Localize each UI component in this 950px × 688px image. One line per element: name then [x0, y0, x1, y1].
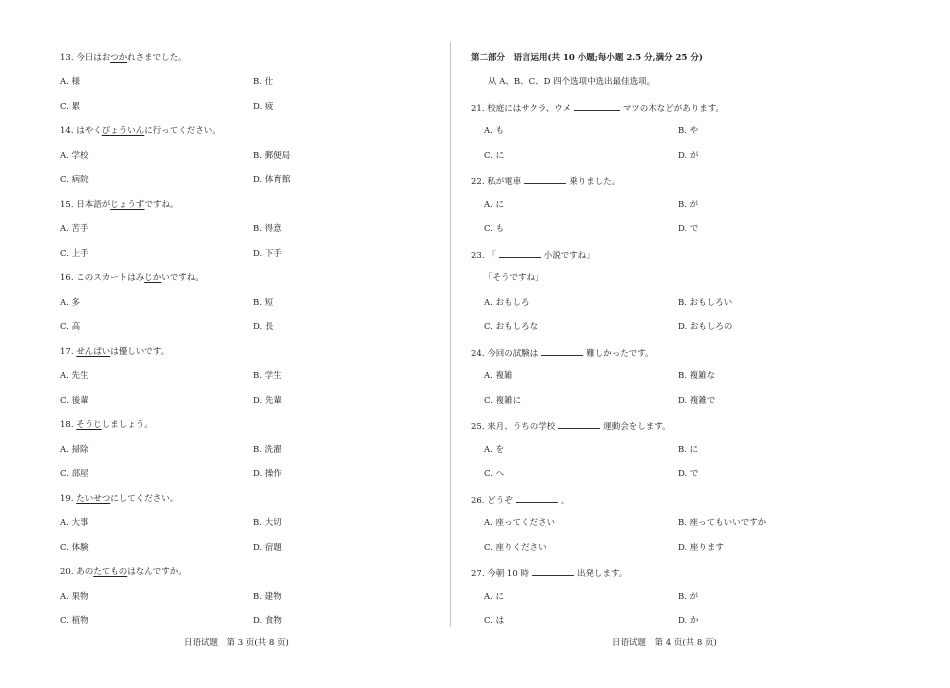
- option-d[interactable]: D. 長: [253, 322, 274, 332]
- question-17: [60, 346, 169, 358]
- right-page: [452, 0, 950, 688]
- underlined-word: じょうず: [110, 200, 145, 210]
- option-c[interactable]: C. 高: [60, 322, 81, 332]
- question-text: 。: [560, 496, 570, 506]
- option-d[interactable]: D. おもしろの: [678, 322, 733, 332]
- page-footer: 日语试题 第 3 页(共 8 页): [184, 638, 289, 648]
- answer-blank: [516, 493, 558, 503]
- option-c[interactable]: C. も: [484, 224, 505, 234]
- question-text: はなんですか。: [127, 567, 187, 577]
- option-d[interactable]: D. で: [678, 469, 699, 479]
- option-c[interactable]: C. に: [484, 151, 505, 161]
- question-text: 23. 「: [471, 251, 496, 261]
- question-text: 小説ですね」: [543, 251, 595, 261]
- page-divider: [450, 42, 451, 627]
- question-text: 運動会をします。: [603, 422, 671, 432]
- question-text: れさまでした。: [127, 53, 187, 63]
- option-a[interactable]: A. も: [484, 126, 505, 136]
- option-c[interactable]: C. 後輩: [60, 396, 89, 406]
- option-c[interactable]: C. 病院: [60, 175, 89, 185]
- question-text: 乗りました。: [569, 177, 621, 187]
- option-a[interactable]: A. 先生: [60, 371, 89, 381]
- underlined-word: せんぱい: [76, 347, 111, 357]
- question-19: [60, 493, 178, 505]
- option-b[interactable]: B. が: [678, 592, 699, 602]
- answer-blank: [532, 566, 574, 576]
- question-text: 19.: [60, 494, 77, 504]
- question-18: [60, 419, 153, 431]
- question-24: [471, 346, 654, 360]
- option-c[interactable]: C. 植物: [60, 616, 89, 626]
- option-a[interactable]: A. を: [484, 445, 505, 455]
- option-d[interactable]: D. 宿題: [253, 543, 282, 553]
- option-b[interactable]: B. 座ってもいいですか: [678, 518, 767, 528]
- question-text: しましょう。: [101, 420, 153, 430]
- option-d[interactable]: D. か: [678, 616, 699, 626]
- option-b[interactable]: B. 洗濯: [253, 445, 282, 455]
- question-27: [471, 566, 627, 580]
- option-a[interactable]: A. 大事: [60, 518, 89, 528]
- option-b[interactable]: B. 大切: [253, 518, 282, 528]
- option-c[interactable]: C. 体験: [60, 543, 89, 553]
- underlined-word: そうじ: [76, 420, 102, 430]
- option-a[interactable]: A. 座ってください: [484, 518, 556, 528]
- question-text: ですね。: [144, 200, 179, 210]
- option-a[interactable]: A. 果物: [60, 592, 89, 602]
- option-d[interactable]: D. で: [678, 224, 699, 234]
- question-text: 24. 今回の試験は: [471, 349, 539, 359]
- question-text: は優しいです。: [110, 347, 170, 357]
- question-text: 難しかったです。: [586, 349, 654, 359]
- option-a[interactable]: A. 様: [60, 77, 81, 87]
- page-footer: 日语试题 第 4 页(共 8 页): [612, 638, 717, 648]
- question-16: [60, 272, 204, 284]
- underlined-word: びょういん: [101, 126, 145, 136]
- question-21: [471, 101, 724, 115]
- option-a[interactable]: A. に: [484, 200, 505, 210]
- answer-blank: [524, 174, 566, 184]
- option-a[interactable]: A. おもしろ: [484, 298, 530, 308]
- question-text: マツの木などがあります。: [622, 104, 725, 114]
- question-20: [60, 566, 187, 578]
- option-c[interactable]: C. 累: [60, 102, 81, 112]
- question-text: 25. 来月、うちの学校: [471, 422, 556, 432]
- question-text: いですね。: [161, 273, 204, 283]
- answer-blank: [574, 101, 620, 111]
- underlined-word: じか: [144, 273, 162, 283]
- option-b[interactable]: B. 短: [253, 298, 274, 308]
- section-title: 第二部分 语言运用(共 10 小题;每小题 2.5 分,满分 25 分): [471, 53, 703, 63]
- option-c[interactable]: C. おもしろな: [484, 322, 539, 332]
- option-a[interactable]: A. 多: [60, 298, 81, 308]
- answer-blank: [558, 419, 600, 429]
- option-d[interactable]: D. が: [678, 151, 699, 161]
- question-text: に行ってください。: [144, 126, 221, 136]
- question-text: 26. どうぞ: [471, 496, 513, 506]
- option-a[interactable]: A. 複雑: [484, 371, 513, 381]
- option-c[interactable]: C. 部屋: [60, 469, 89, 479]
- question-text: 出発します。: [576, 569, 628, 579]
- option-a[interactable]: A. に: [484, 592, 505, 602]
- option-a[interactable]: A. 苦手: [60, 224, 89, 234]
- question-text: 16. このスカートはみ: [60, 273, 145, 283]
- question-text: 20. あの: [60, 567, 94, 577]
- question-23-reply: 「そうですね」: [484, 273, 544, 283]
- option-b[interactable]: B. 郵便局: [253, 151, 291, 161]
- option-b[interactable]: B. が: [678, 200, 699, 210]
- question-text: 17.: [60, 347, 77, 357]
- underlined-word: つか: [110, 53, 128, 63]
- question-26: [471, 493, 569, 507]
- option-d[interactable]: D. 下手: [253, 249, 282, 259]
- option-d[interactable]: D. 食物: [253, 616, 282, 626]
- question-text: 18.: [60, 420, 77, 430]
- question-13: [60, 52, 187, 64]
- answer-blank: [541, 346, 583, 356]
- option-b[interactable]: B. 仕: [253, 77, 274, 87]
- question-text: にしてください。: [110, 494, 179, 504]
- question-text: 14. はやく: [60, 126, 102, 136]
- option-a[interactable]: A. 学校: [60, 151, 89, 161]
- option-b[interactable]: B. 建物: [253, 592, 282, 602]
- question-text: 13. 今日はお: [60, 53, 111, 63]
- left-page: [0, 0, 450, 688]
- question-text: 21. 校庭にはサクラ、ウメ: [471, 104, 571, 114]
- option-c[interactable]: C. 複雑に: [484, 396, 522, 406]
- answer-blank: [499, 248, 541, 258]
- underlined-word: たいせつ: [76, 494, 111, 504]
- option-a[interactable]: A. 掃除: [60, 445, 89, 455]
- question-14: [60, 125, 221, 137]
- option-b[interactable]: B. 学生: [253, 371, 282, 381]
- option-c[interactable]: C. 上手: [60, 249, 89, 259]
- option-d[interactable]: D. 座ります: [678, 543, 724, 553]
- option-d[interactable]: D. 疲: [253, 102, 274, 112]
- underlined-word: たてもの: [93, 567, 128, 577]
- instruction: 从 A、B、C、D 四个选项中选出最佳选项。: [488, 77, 656, 87]
- question-25: [471, 419, 671, 433]
- option-c[interactable]: C. 座りください: [484, 543, 547, 553]
- question-text: 22. 私が電車: [471, 177, 522, 187]
- option-b[interactable]: B. おもしろい: [678, 298, 733, 308]
- option-c[interactable]: C. へ: [484, 469, 505, 479]
- option-b[interactable]: B. や: [678, 126, 699, 136]
- option-b[interactable]: B. 得意: [253, 224, 282, 234]
- option-c[interactable]: C. は: [484, 616, 505, 626]
- option-b[interactable]: B. に: [678, 445, 699, 455]
- option-d[interactable]: D. 体育館: [253, 175, 291, 185]
- option-d[interactable]: D. 複雑で: [678, 396, 716, 406]
- option-d[interactable]: D. 操作: [253, 469, 282, 479]
- option-b[interactable]: B. 複雑な: [678, 371, 716, 381]
- question-23: [471, 248, 595, 262]
- question-text: 15. 日本語が: [60, 200, 111, 210]
- option-d[interactable]: D. 先輩: [253, 396, 282, 406]
- question-text: 27. 今朝 10 時: [471, 569, 529, 579]
- question-15: [60, 199, 179, 211]
- question-22: [471, 174, 620, 188]
